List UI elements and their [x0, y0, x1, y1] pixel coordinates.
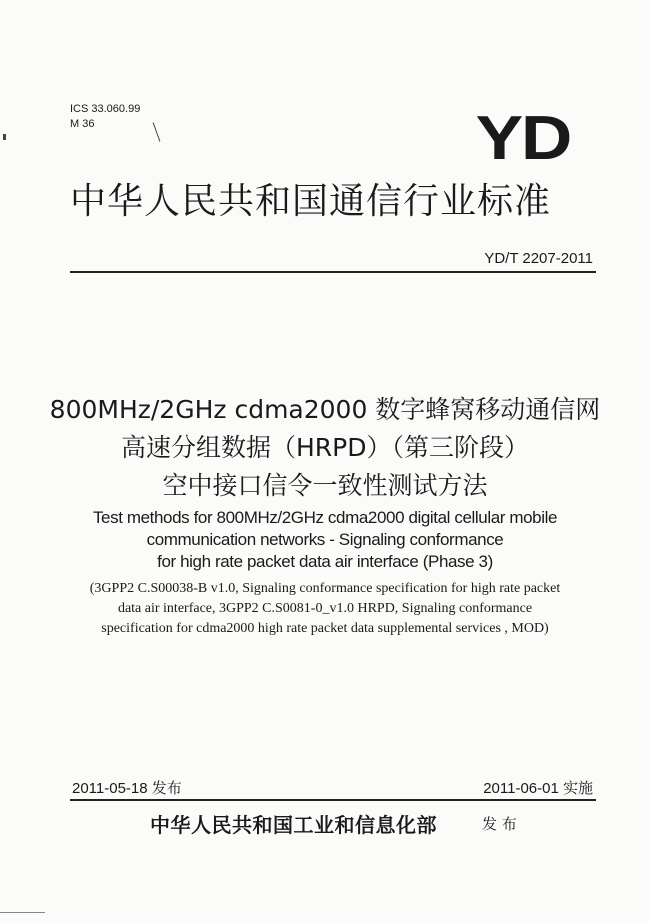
ics-code: ICS 33.060.99 — [70, 103, 141, 115]
chinese-title-line-2: 高速分组数据（HRPD）（第三阶段） — [121, 433, 529, 462]
english-title-line-1: Test methods for 800MHz/2GHz cdma2000 digital cellular mobile — [92, 508, 558, 527]
reference-line-3: specification for cdma2000 high rate packet data supplemental services , MOD) — [101, 621, 549, 636]
reference-line-1: (3GPP2 C.S00038-B v1.0, Signaling conformance specification for high rate packet — [89, 581, 561, 596]
classification-code: M 36 — [70, 118, 95, 130]
yd-logo: YD — [475, 104, 570, 173]
scan-mark — [0, 912, 45, 913]
issuer-name: 中华人民共和国工业和信息化部 — [150, 813, 437, 837]
issue-date: 2011-05-18 发布 — [72, 780, 182, 797]
implementation-date: 2011-06-01 实施 — [483, 780, 593, 797]
footer-divider — [70, 799, 596, 801]
issuer-action: 发 布 — [482, 815, 517, 833]
standard-type-title: 中华人民共和国通信行业标准 — [70, 181, 552, 222]
english-title-line-2: communication networks - Signaling conformance — [146, 530, 504, 549]
english-title-line-3: for high rate packet data air interface (Phase 3) — [157, 552, 493, 571]
chinese-title-line-3: 空中接口信令一致性测试方法 — [162, 471, 488, 500]
standard-number: YD/T 2207-2011 — [484, 250, 593, 267]
reference-line-2: data air interface, 3GPP2 C.S0081-0_v1.0 HRPD, Signaling conformance — [117, 601, 533, 616]
chinese-title-line-1: 800MHz/2GHz cdma2000 数字蜂窝移动通信网 — [49, 395, 601, 424]
scan-mark — [153, 122, 161, 141]
header-divider — [70, 271, 596, 273]
scan-mark — [3, 134, 6, 140]
